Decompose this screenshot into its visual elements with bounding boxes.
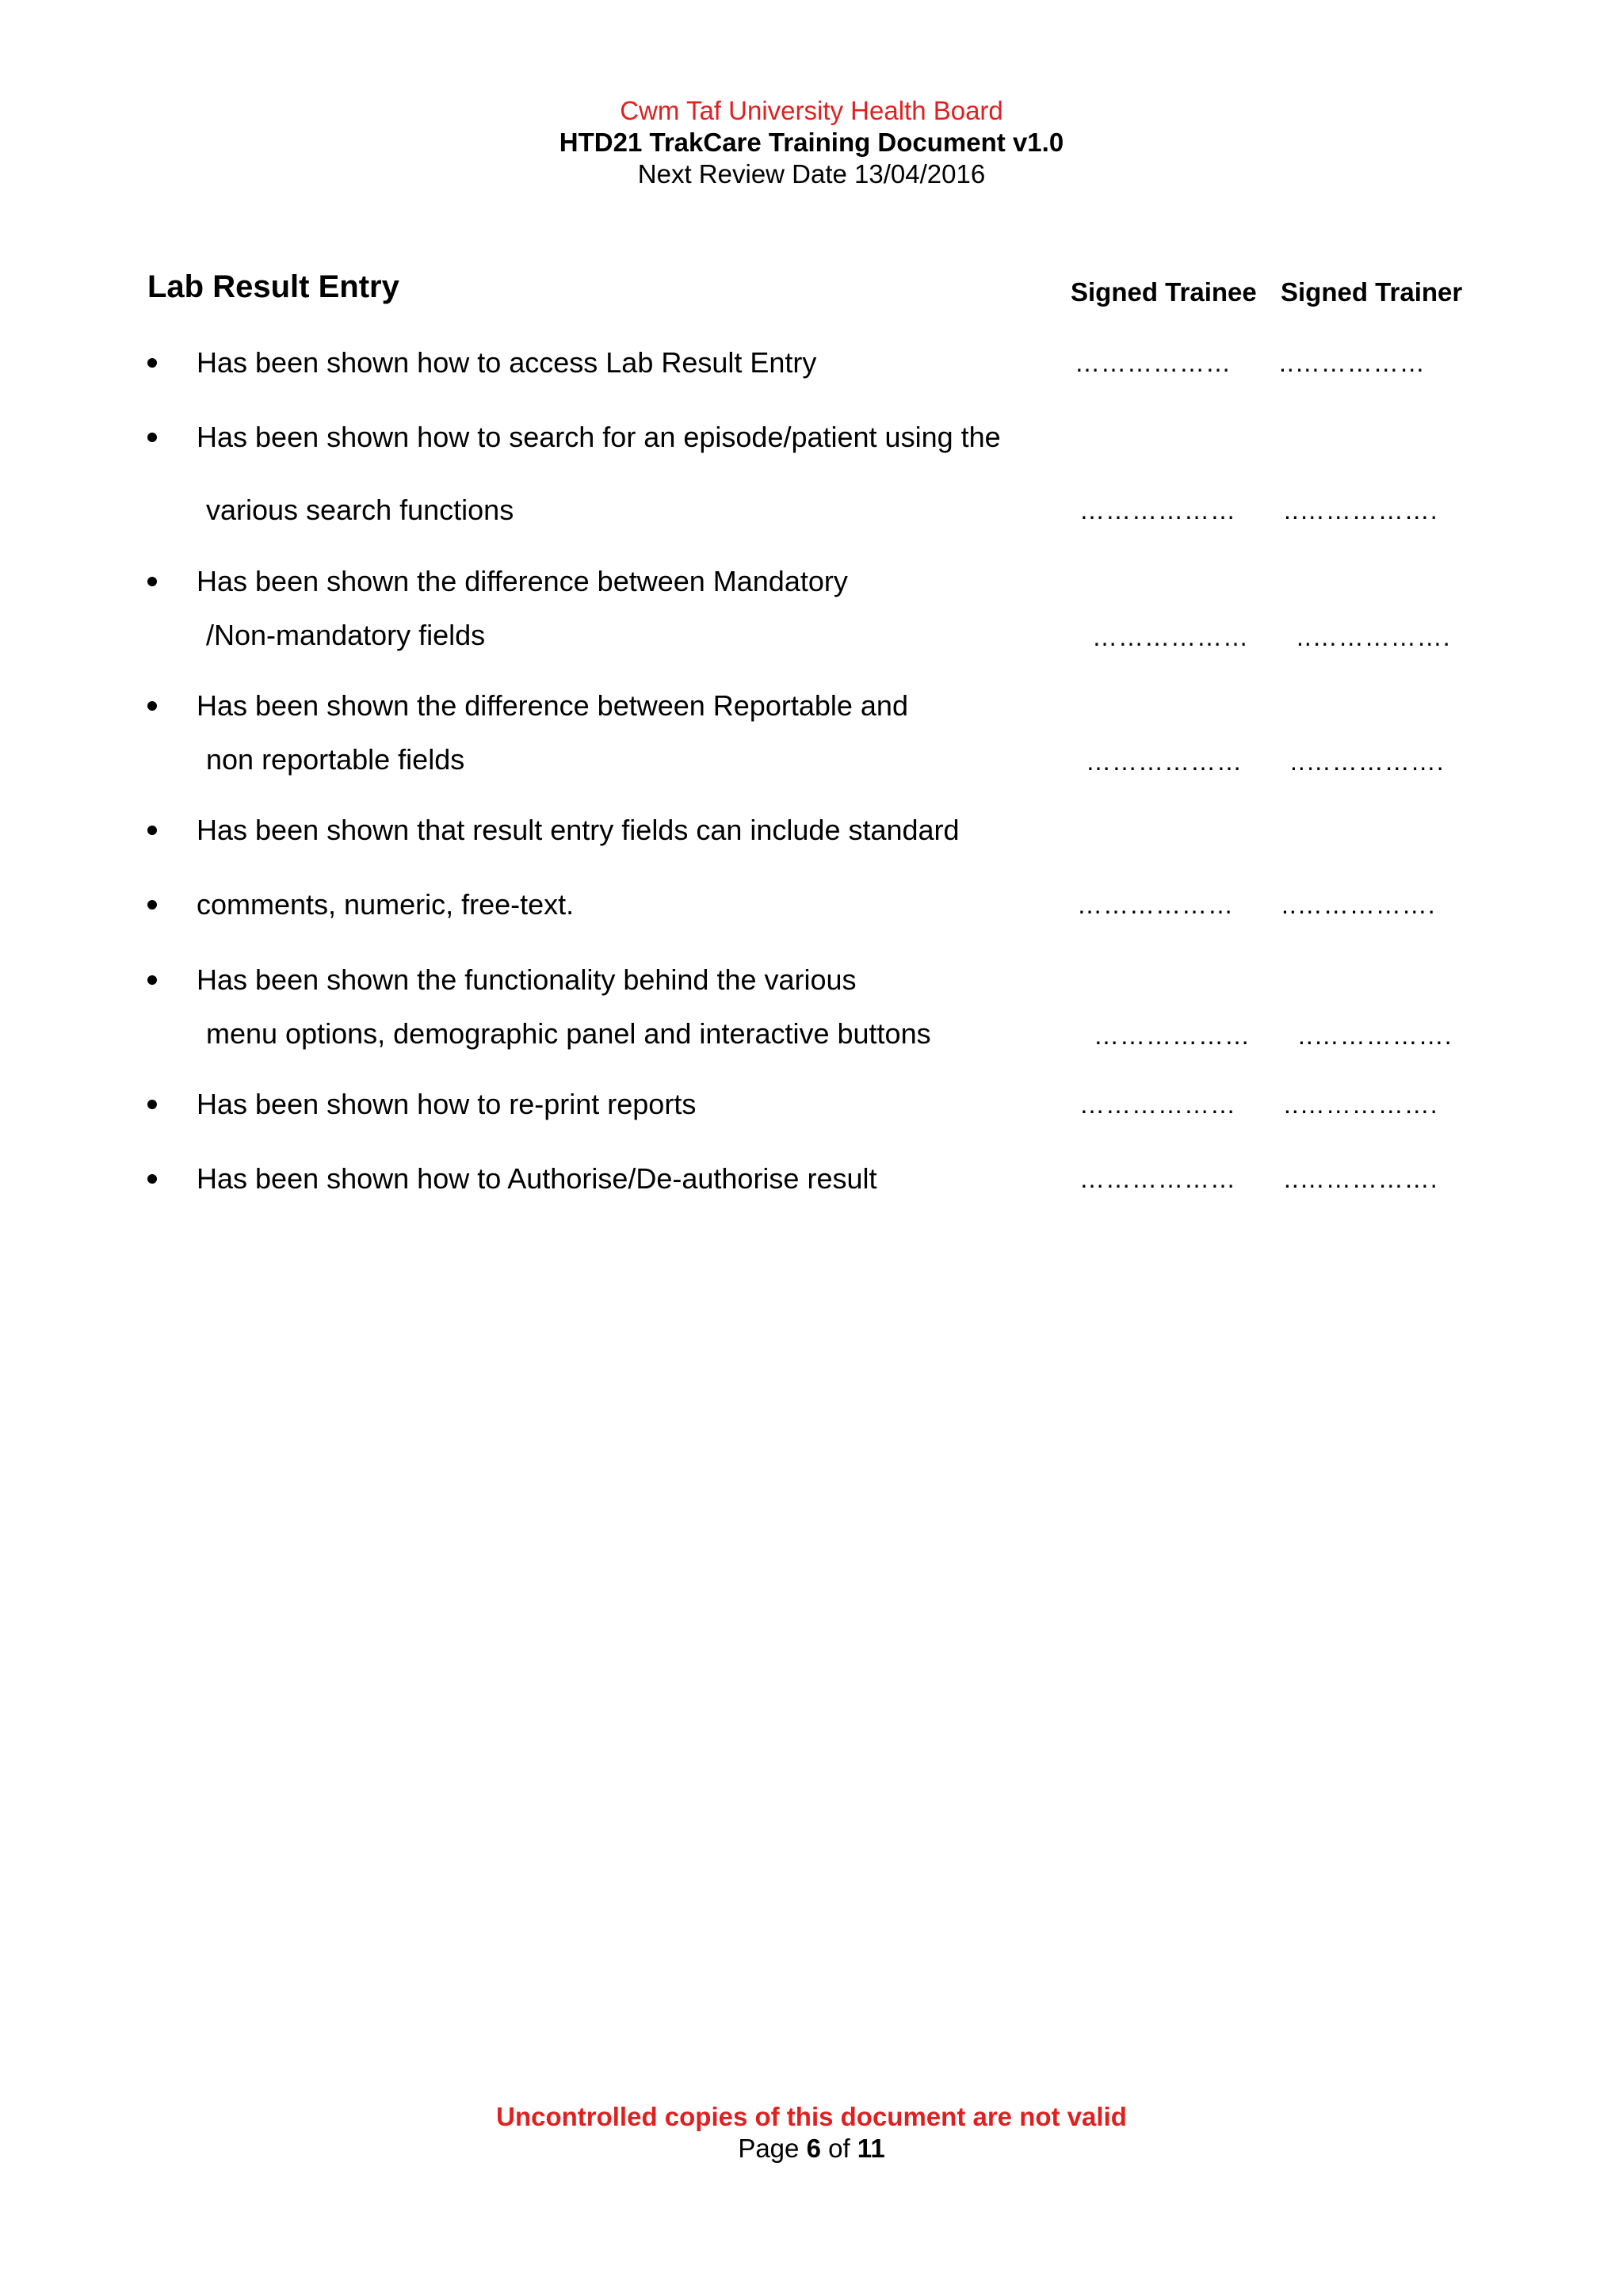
bullet-icon (147, 433, 163, 448)
document-header (0, 95, 1623, 190)
checklist-item-text: comments, numeric, free-text. (197, 888, 575, 921)
checklist-item-text-continued: /Non-mandatory fields (206, 619, 486, 651)
trainer-signature-line: ..…………… (1279, 349, 1426, 377)
checklist-item-text: Has been shown that result entry fields can include standard (197, 814, 960, 846)
trainee-signature-line: ……………… (1079, 1090, 1236, 1119)
document-footer (0, 2101, 1623, 2164)
bullet-icon (147, 1174, 163, 1190)
page-number (0, 2133, 1623, 2164)
trainee-signature-line: ……………… (1077, 891, 1234, 919)
checklist-item-text-continued: menu options, demographic panel and interactive buttons (206, 1017, 931, 1050)
trainer-signature-line: ..……………. (1281, 891, 1436, 919)
trainee-signature-line: ……………… (1094, 1021, 1251, 1050)
uncontrolled-copies-warning: Uncontrolled copies of this document are not valid (496, 2102, 1127, 2131)
page-of: of (828, 2134, 850, 2163)
document-title: HTD21 TrakCare Training Document v1.0 (559, 128, 1064, 157)
column-header-signed-trainee: Signed Trainee (1071, 277, 1257, 307)
trainee-signature-line: ……………… (1079, 496, 1236, 524)
checklist-item-text: Has been shown the functionality behind the various (197, 963, 857, 996)
checklist-item-text: Has been shown the difference between Mandatory (197, 565, 848, 597)
checklist-item-text-continued: various search functions (206, 494, 514, 526)
checklist-item-text: Has been shown how to search for an episode/patient using the (197, 421, 1001, 453)
trainee-signature-line: ……………… (1079, 1165, 1236, 1193)
checklist-item-text: Has been shown how to Authorise/De-authorise result (197, 1162, 877, 1195)
trainer-signature-line: ..……………. (1284, 496, 1438, 524)
bullet-icon (147, 358, 163, 374)
trainee-signature-line: ……………… (1086, 747, 1243, 776)
trainer-signature-line: ..……………. (1298, 1021, 1453, 1050)
bullet-icon (147, 900, 163, 916)
bullet-icon (147, 701, 163, 717)
trainer-signature-line: ..……………. (1290, 747, 1445, 776)
bullet-icon (147, 1100, 163, 1116)
bullet-icon (147, 975, 163, 991)
checklist-item-text: Has been shown the difference between Reportable and (197, 689, 908, 722)
page-current: 6 (806, 2134, 821, 2163)
organization-name: Cwm Taf University Health Board (620, 96, 1003, 125)
trainer-signature-line: ..……………. (1284, 1090, 1438, 1119)
trainer-signature-line: ..……………. (1296, 623, 1451, 651)
review-date: Next Review Date 13/04/2016 (637, 159, 986, 189)
trainer-signature-line: ..……………. (1284, 1165, 1438, 1193)
bullet-icon (147, 826, 163, 841)
trainee-signature-line: ……………… (1075, 349, 1232, 377)
bullet-icon (147, 577, 163, 593)
trainee-signature-line: ……………… (1092, 623, 1249, 651)
checklist-item-text: Has been shown how to access Lab Result Entry (197, 346, 817, 379)
page-prefix: Page (738, 2134, 800, 2163)
page-total: 11 (857, 2134, 885, 2163)
checklist-item-text: Has been shown how to re-print reports (197, 1088, 697, 1120)
checklist-item-text-continued: non reportable fields (206, 743, 465, 776)
section-title: Lab Result Entry (147, 269, 399, 304)
column-header-signed-trainer: Signed Trainer (1281, 277, 1463, 307)
